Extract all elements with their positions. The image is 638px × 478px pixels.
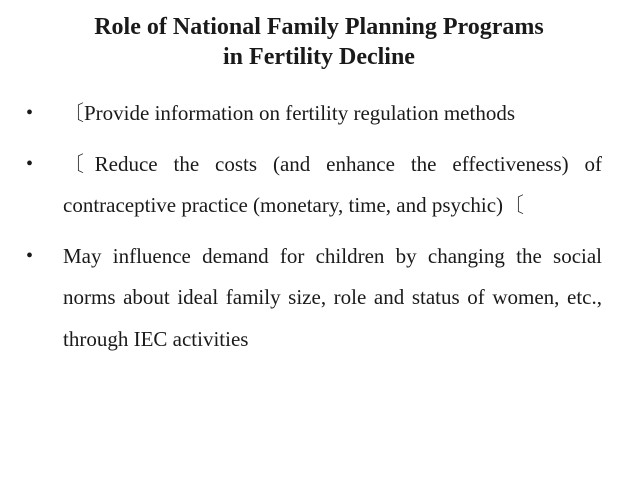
bullet-text: 〔Reduce the costs (and enhance the effectiveness) of contraceptive practice (monetary, time, and psychic)〔 bbox=[63, 151, 602, 217]
slide-title-line-2: in Fertility Decline bbox=[223, 44, 415, 70]
bullet-list bbox=[26, 93, 602, 369]
bullet-icon: • bbox=[26, 102, 34, 124]
bullet-item bbox=[26, 144, 602, 227]
bullet-icon: • bbox=[26, 152, 34, 175]
bullet-text: 〔Provide information on fertility regulation methods bbox=[63, 101, 516, 125]
bullet-text: May influence demand for children by changing the social norms about ideal family size, role and status of women, etc., through IEC activities bbox=[63, 243, 602, 351]
slide-title-line-1: Role of National Family Planning Programs bbox=[94, 14, 544, 40]
bullet-icon: • bbox=[26, 244, 34, 267]
slide-title bbox=[0, 12, 638, 72]
bullet-item bbox=[26, 236, 602, 361]
bullet-item bbox=[26, 93, 602, 135]
